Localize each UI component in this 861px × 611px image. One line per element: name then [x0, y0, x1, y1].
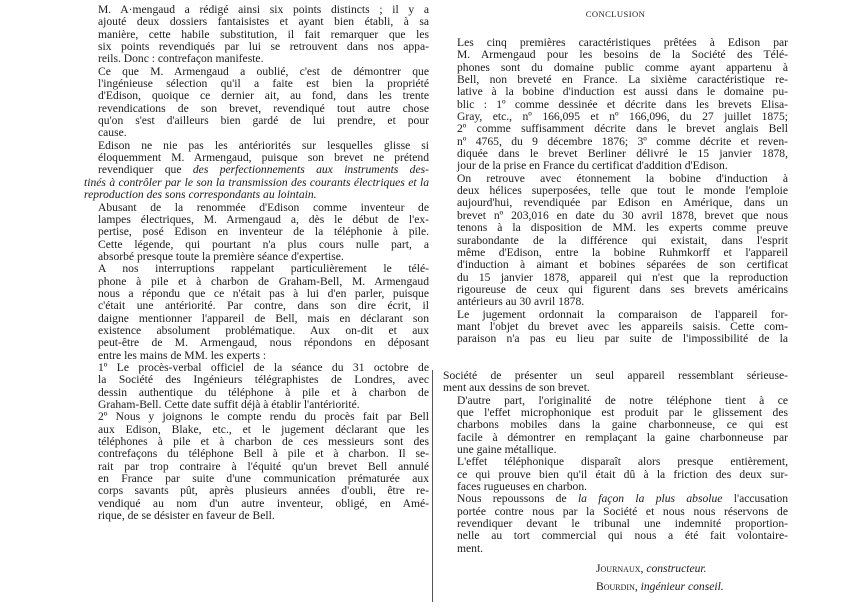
text-line: Société de présenter un seul appareil ressemblant sérieuse- — [443, 369, 788, 382]
italic-line: électriques et la reproduction des sons correspondants au — [84, 175, 430, 202]
text-line: M. Armengaud pour les besoins de la Société des Télé- — [457, 48, 788, 62]
text-line: A nos interruptions rappelant particulièrement le télé- — [98, 262, 429, 276]
signatory-role: ingénieur conseil. — [640, 580, 724, 593]
text-line: l'ingénieuse sélection qu'il a faite est bien la propriété — [98, 77, 429, 91]
paragraph-bobine-induction — [443, 173, 788, 309]
text-line: reils. Donc : contrefaçon manifeste. — [98, 52, 264, 66]
paragraph-societe-continuation — [443, 370, 788, 395]
text-line: rait par trop contraire à l'équité qu'un brevet Bell annulé — [98, 459, 429, 473]
text-line: Le jugement ordonnait la comparaison de l'appareil for- — [457, 307, 788, 321]
text-line: 2º comme suffisamment décrite dans le brevet anglais Bell — [457, 122, 788, 136]
text-line: même d'Edison, entre la bobine Ruhmkorff et l'appareil — [457, 245, 788, 259]
text-line: charbons mobiles dans la gaine charbonneuse, ce qui est — [457, 418, 788, 432]
text-line: ment aux dessins de son brevet. — [443, 381, 590, 395]
text-line: cause. — [98, 126, 127, 140]
text-line: phones sont du domaine public comme ayant appartenu à — [457, 60, 788, 74]
text-line: entre les mains de MM. les experts : — [98, 348, 267, 362]
paragraph-repoussons — [443, 493, 788, 555]
text-line: M. A·mengaud a rédigé ainsi six points distincts ; il y a — [98, 3, 429, 16]
text-line: D'autre part, l'originalité de notre téléphone tient à ce — [457, 393, 788, 407]
text-line: la Société des Ingénieurs télégraphistes de Londres, avec — [98, 373, 429, 387]
text-line: rique, de se désister en faveur de Bell. — [98, 509, 275, 523]
text-line: aujourd'hui, revendiquée par Edison en Amérique, dans un — [457, 196, 788, 210]
text-line: ajouté deux dossiers fantaisistes et ayant bien établi, à sa — [98, 15, 429, 29]
text-line: 1º Le procès-verbal officiel de la séance du 31 octobre de — [98, 360, 429, 374]
paragraph-jugement — [443, 309, 788, 346]
text-line: nº 4765, du 9 décembre 1876; 3º comme décrite et reven- — [457, 134, 788, 148]
text-line: Graham-Bell. Cette date suffit déjà à établir l'antériorité. — [98, 398, 360, 411]
text-line: diquée dans le brevet Berliner délivré le 15 janvier 1878, — [457, 147, 788, 161]
text-run: revendiquer que — [98, 163, 193, 177]
text-line: en France par suite d'une communication prématurée aux — [98, 472, 429, 486]
text-line: rigoureuse de ceux qui figurent dans ses brevets américains — [457, 282, 788, 296]
text-line: du 15 janvier 1878, appareil qui n'est que la reproduction — [457, 270, 788, 284]
text-line: peut-être de M. Armengaud, nous répondons en déposant — [98, 336, 429, 350]
text-line: revendications de son brevet, revendiqué tout autre chose — [98, 101, 429, 115]
italic-run: des perfectionnements aux instruments des- — [192, 163, 429, 177]
text-line: c'était une antériorité. Par contre, dans son dire écrit, il — [98, 299, 429, 313]
text-line: six points revendiqués par lui se retrouvent dans nos appa- — [98, 40, 429, 54]
paragraph-effet-telephonique — [443, 456, 788, 493]
text-line: vendiqué au nom d'un autre inventeur, obligé, en Amé- — [98, 496, 429, 510]
paragraph-oubli — [84, 66, 429, 140]
italic-run: la façon la plus absolue — [577, 492, 723, 506]
text-line: Ce que M. Armengaud a oublié, c'est de démontrer que — [98, 64, 429, 78]
text-line: daigne mentionner l'appareil de Bell, mais en déclarant son — [98, 311, 429, 325]
text-run: l'accusation — [722, 492, 789, 506]
text-run: Nous repoussons de — [457, 492, 578, 506]
text-line: facile à démontrer en remplaçant la gaine charbonneuse par — [457, 430, 788, 444]
text-line: manière, cette habile substitution, il fait remarquer que les — [98, 27, 429, 41]
paragraph-interruptions — [84, 263, 429, 362]
text-line: On retrouve avec étonnement la bobine d'induction à — [457, 171, 788, 185]
text-line: téléphones à pile et à charbon de ces messieurs sont des — [98, 435, 429, 449]
text-line: Les cinq premières caractéristiques prêtées à Edison par — [457, 36, 788, 49]
right-column-bottom — [443, 370, 788, 555]
signature-journaux: Journaux, constructeur. — [596, 562, 707, 575]
text-line: corps savants pût, après plusieurs années d'oubli, être re- — [98, 484, 429, 498]
text-line: qu'on s'est d'ailleurs bien gardé de lui prendre, et pour — [98, 114, 429, 128]
text-line: Edison ne nie pas les antériorités sur lesquelles glisse si — [98, 138, 429, 152]
text-line: Bell, non breveté en France. La sixième caractéristique re- — [457, 73, 788, 87]
text-line: Gray, etc., nº 166,095 et nº 166,096, du 27 juillet 1875; — [457, 110, 788, 124]
signature-bourdin: Bourdin, ingénieur conseil. — [596, 580, 724, 593]
paragraph-originalite — [443, 395, 788, 457]
text-line: tenons à la disposition de MM. les experts comme preuve — [457, 221, 788, 235]
text-line: surabondante de la différence qui existait, dans l'esprit — [457, 233, 788, 247]
text-line: mant l'objet du brevet avec les appareils saisis. Cette com- — [457, 319, 788, 333]
text-line: pertise, posé Edison en inventeur de la téléphonie à pile. — [98, 225, 429, 239]
text-line: L'effet téléphonique disparaît alors presque entièrement, — [457, 455, 788, 469]
right-column-top — [443, 37, 788, 346]
text-line: contrefaçons du téléphone Bell à pile et à charbon. Il se- — [98, 447, 429, 461]
paragraph-item-1 — [84, 362, 429, 411]
text-line: éloquemment M. Armengaud, puisque son brevet ne prétend — [98, 151, 429, 165]
text-line: Abusant de la renommée d'Edison comme inventeur de — [98, 200, 429, 214]
text-line: lampes électriques, M. Armengaud a, dès le début de l'ex- — [98, 212, 429, 226]
text-line: aux Edison, Blake, etc., et le jugement déclarant que les — [98, 422, 429, 436]
text-line — [443, 493, 788, 505]
text-line: portée contre nous par la Société et nous nous réservons de — [457, 504, 788, 518]
text-line: ment. — [457, 541, 484, 555]
signatory-role: constructeur. — [646, 562, 707, 575]
text-line: Cette légende, qui pourtant n'a plus cours nulle part, a — [98, 237, 429, 251]
text-line: d'induction à aimant et bobines séparées de son certificat — [457, 258, 788, 272]
text-line: deux hélices superposées, telle que tout le monde l'emploie — [457, 184, 788, 198]
text-line: nelle au tort commercial qui nous a été fait volontaire- — [457, 529, 788, 543]
text-line: dessin authentique du téléphone à pile et à charbon de — [98, 385, 429, 399]
text-line: jour de la prise en France du certificat d'addition d'Edison. — [457, 159, 728, 173]
text-line: 2º Nous y joignons le compte rendu du procès fait par Bell — [98, 410, 429, 424]
text-line: blic : 1º comme dessinée et décrite dans les brevets Elisa- — [457, 97, 788, 111]
left-column — [84, 4, 429, 522]
running-header: CONCLUSION — [585, 9, 646, 19]
signatory-name: Journaux — [596, 562, 641, 575]
text-line: paraison n'a pas eu lieu par suite de l'impossibilité de la — [457, 332, 788, 346]
paragraph-abusant — [84, 202, 429, 264]
text-line: ce qui prouve bien qu'il était dû à la friction des deux sur- — [457, 467, 788, 481]
paragraph-six-points — [84, 4, 429, 66]
text-line: existence absolument problématique. Aux on-dit et aux — [98, 323, 429, 337]
text-line: revendiquer devant le tribunal une indemnité proportion- — [457, 517, 788, 531]
text-line: brevet nº 203,016 en date du 30 avril 1878, brevet que nous — [457, 208, 788, 222]
margin-rule — [432, 370, 433, 602]
signatory-name: Bourdin — [596, 580, 635, 593]
paragraph-cinq-caracteristiques — [443, 37, 788, 173]
text-line: d'Edison, quoique ce dernier ait, au fond, dans les trente — [98, 89, 429, 103]
text-line: lative à la bobine d'induction est aussi dans le domaine pu- — [457, 85, 788, 99]
text-line: absorbé presque toute la première séance d'expertise. — [98, 249, 344, 263]
text-line: faces rugueuses en charbon. — [457, 480, 588, 494]
italic-line: tinés à contrôler par le son la transmission des courants — [84, 175, 351, 189]
text-line: nous a répondu que ce n'était pas à lui d'en parler, puisque — [98, 286, 429, 300]
text-line: antérieurs au 30 avril 1878. — [457, 295, 585, 309]
paragraph-anteriorites — [84, 140, 429, 202]
italic-line: lointain. — [277, 188, 317, 202]
text-line: que l'effet microphonique est produit par le glissement des — [457, 406, 788, 420]
text-line: une gaine métallique. — [457, 443, 557, 457]
text-line: phone à pile et à charbon de Graham-Bell, M. Armengaud — [98, 274, 429, 288]
paragraph-item-2 — [84, 411, 429, 522]
